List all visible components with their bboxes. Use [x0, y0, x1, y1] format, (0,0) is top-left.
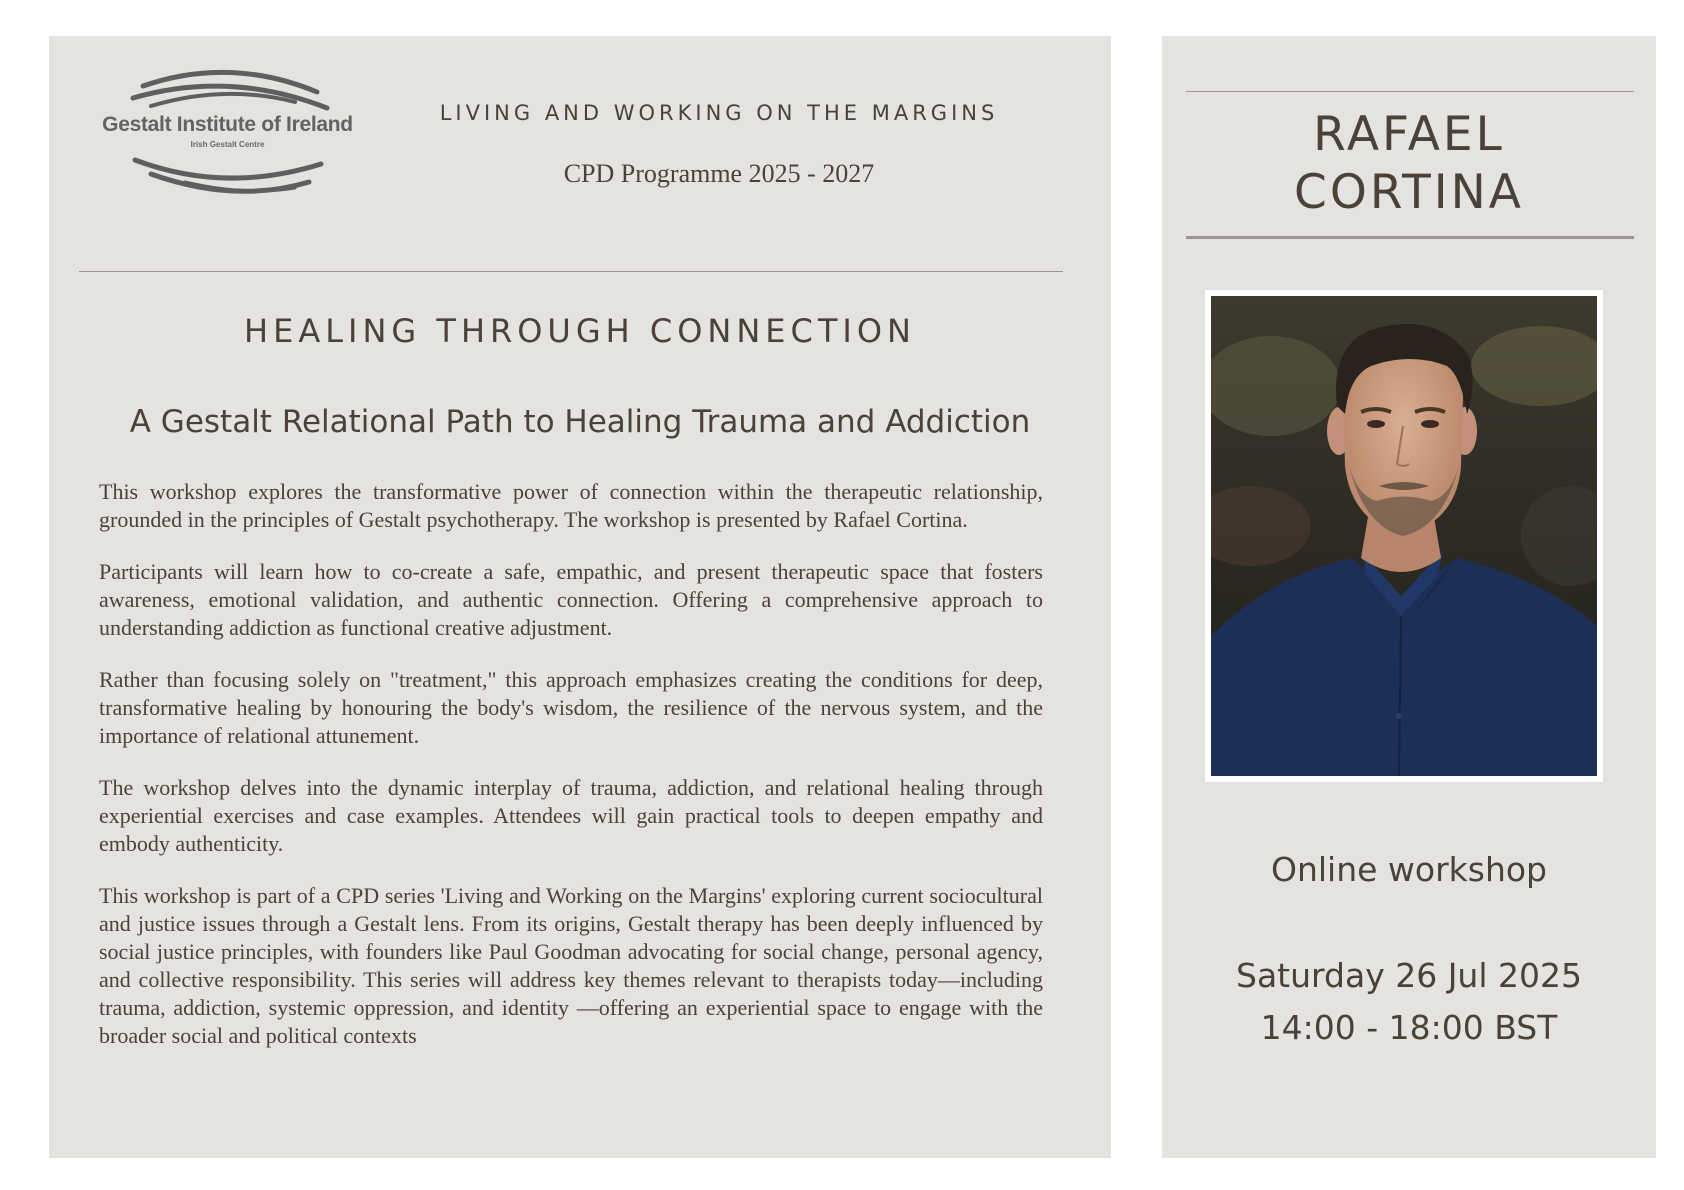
presenter-first-name: RAFAEL [1313, 107, 1505, 162]
logo-subname: Irish Gestalt Centre [190, 140, 265, 149]
workshop-body [99, 478, 1043, 1074]
presenter-name [1162, 106, 1656, 222]
name-top-divider [1186, 91, 1634, 92]
body-paragraph: This workshop is part of a CPD series 'Living and Working on the Margins' exploring current sociocultural and justice issues through a Gestalt lens. From its origins, Gestalt therapy has been deeply influenced by social justice principles, with founders like Paul Goodman advocating for social change, personal agency, and collective responsibility. This series will address key themes relevant to therapists today—including trauma, addiction, systemic oppression, and identity —offering an experiential space to engage with the broader social and political contexts [99, 883, 1043, 1048]
portrait-photo-icon [1211, 296, 1597, 776]
body-paragraph: The workshop delves into the dynamic interplay of trauma, addiction, and relational healing through experiential exercises and case examples. Attendees will gain practical tools to deepen empathy and embody authenticity. [99, 775, 1043, 856]
event-format: Online workshop [1270, 850, 1548, 889]
body-paragraph: This workshop explores the transformative power of connection within the therapeutic relationship, grounded in the principles of Gestalt psychotherapy. The workshop is presented by Rafael Cortina. [99, 479, 1043, 532]
gestalt-institute-logo [95, 64, 365, 204]
name-bottom-divider [1186, 236, 1634, 239]
event-time: 14:00 - 18:00 BST [1260, 1008, 1558, 1047]
logo-name: Gestalt Institute of Ireland [102, 113, 353, 136]
presenter-photo [1205, 290, 1603, 782]
event-date: Saturday 26 Jul 2025 [1236, 956, 1582, 995]
header-divider [79, 271, 1063, 272]
presenter-last-name: CORTINA [1294, 165, 1524, 220]
workshop-subtitle: A Gestalt Relational Path to Healing Trauma and Addiction [129, 404, 1031, 440]
series-title: LIVING AND WORKING ON THE MARGINS [439, 101, 999, 125]
workshop-description-panel [49, 36, 1111, 1158]
programme-title: CPD Programme 2025 - 2027 [563, 159, 875, 188]
body-paragraph: Rather than focusing solely on "treatment," this approach emphasizes creating the conditions for deep, transformative healing by honouring the body's wisdom, the resilience of the nervous system, and the importance of relational attunement. [99, 667, 1043, 748]
presenter-panel [1162, 36, 1656, 1158]
workshop-title: HEALING THROUGH CONNECTION [244, 312, 916, 350]
body-paragraph: Participants will learn how to co-create a safe, empathic, and present therapeutic space that fosters awareness, emotional validation, and authentic connection. Offering a comprehensive approach to understanding addiction as functional creative adjustment. [99, 559, 1043, 640]
